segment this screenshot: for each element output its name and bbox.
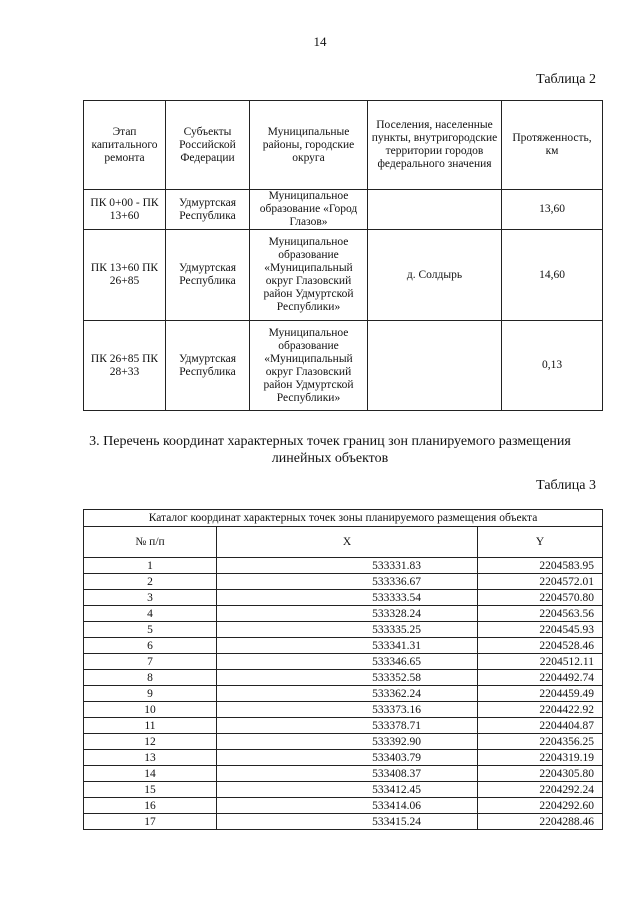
table3-cell-y: 2204583.95 — [478, 558, 603, 574]
table3-row — [84, 734, 603, 750]
table3-row — [84, 654, 603, 670]
table3-row — [84, 622, 603, 638]
table3-cell-y: 2204422.92 — [478, 702, 603, 718]
table3-row — [84, 798, 603, 814]
table2-cell-district: Муниципальное образование «Город Глазов» — [250, 190, 368, 230]
table3-cell-y: 2204305.80 — [478, 766, 603, 782]
table3-cell-x: 533392.90 — [217, 734, 478, 750]
table2-cell-length: 14,60 — [502, 230, 603, 321]
table3-cell-x: 533378.71 — [217, 718, 478, 734]
table3-row — [84, 702, 603, 718]
table2-header-settlements: Поселения, населенные пункты, внутригородские территории городов федерального значения — [368, 101, 502, 190]
table3-cell-number: 8 — [84, 670, 217, 686]
table2-header-stage: Этап капитального ремонта — [84, 101, 166, 190]
table2-cell-settlement — [368, 190, 502, 230]
table3-cell-y: 2204563.56 — [478, 606, 603, 622]
table2-caption: Таблица 2 — [536, 72, 596, 87]
table3-row — [84, 814, 603, 830]
table3-row — [84, 766, 603, 782]
table3-cell-y: 2204404.87 — [478, 718, 603, 734]
table3-cell-x: 533331.83 — [217, 558, 478, 574]
table3-cell-number: 2 — [84, 574, 217, 590]
table3-cell-y: 2204492.74 — [478, 670, 603, 686]
table3-row — [84, 638, 603, 654]
table3-cell-x: 533341.31 — [217, 638, 478, 654]
table3-row — [84, 590, 603, 606]
table3-cell-x: 533336.67 — [217, 574, 478, 590]
table2-cell-district: Муниципальное образование «Муниципальный округ Глазовский район Удмуртской Республики» — [250, 321, 368, 411]
table3-cell-x: 533414.06 — [217, 798, 478, 814]
table3 — [83, 509, 603, 830]
table2-cell-subject: Удмуртская Республика — [166, 230, 250, 321]
table3-cell-y: 2204572.01 — [478, 574, 603, 590]
table2-cell-settlement — [368, 321, 502, 411]
table3-cell-y: 2204319.19 — [478, 750, 603, 766]
table3-cell-y: 2204528.46 — [478, 638, 603, 654]
table2-row — [84, 321, 603, 411]
table3-cell-x: 533352.58 — [217, 670, 478, 686]
table2-row — [84, 190, 603, 230]
table3-row — [84, 670, 603, 686]
table2-cell-length: 13,60 — [502, 190, 603, 230]
table3-row — [84, 782, 603, 798]
table3-cell-number: 11 — [84, 718, 217, 734]
table2-cell-stage: ПК 13+60 ПК 26+85 — [84, 230, 166, 321]
table2-header-districts: Муниципальные районы, городские округа — [250, 101, 368, 190]
table3-cell-y: 2204292.24 — [478, 782, 603, 798]
table3-header-y: Y — [478, 527, 603, 558]
table2-cell-stage: ПК 26+85 ПК 28+33 — [84, 321, 166, 411]
table2-cell-settlement: д. Солдырь — [368, 230, 502, 321]
table3-row — [84, 750, 603, 766]
table3-cell-x: 533328.24 — [217, 606, 478, 622]
section3-heading: 3. Перечень координат характерных точек границ зон планируемого размещения линейных объектов — [89, 434, 571, 466]
table3-cell-number: 14 — [84, 766, 217, 782]
table3-cell-number: 9 — [84, 686, 217, 702]
table3-title: Каталог координат характерных точек зоны планируемого размещения объекта — [84, 510, 603, 527]
table2-cell-subject: Удмуртская Республика — [166, 190, 250, 230]
table3-cell-y: 2204545.93 — [478, 622, 603, 638]
table3-row — [84, 606, 603, 622]
table2-header-length: Протяженность, км — [502, 101, 603, 190]
table2-row — [84, 230, 603, 321]
table3-cell-x: 533362.24 — [217, 686, 478, 702]
table3-cell-number: 13 — [84, 750, 217, 766]
table3-row — [84, 574, 603, 590]
table3-row — [84, 686, 603, 702]
table3-cell-number: 16 — [84, 798, 217, 814]
table2-cell-stage: ПК 0+00 - ПК 13+60 — [84, 190, 166, 230]
table3-cell-number: 6 — [84, 638, 217, 654]
page-number: 14 — [313, 34, 327, 49]
table3-caption: Таблица 3 — [536, 478, 596, 493]
table3-cell-number: 10 — [84, 702, 217, 718]
table3-header-x: X — [217, 527, 478, 558]
table3-cell-y: 2204356.25 — [478, 734, 603, 750]
table2-cell-district: Муниципальное образование «Муниципальный округ Глазовский район Удмуртской Республики» — [250, 230, 368, 321]
table3-header-number: № п/п — [84, 527, 217, 558]
table3-cell-x: 533415.24 — [217, 814, 478, 830]
table3-cell-y: 2204570.80 — [478, 590, 603, 606]
table3-cell-number: 12 — [84, 734, 217, 750]
table2 — [83, 100, 603, 411]
table3-cell-number: 7 — [84, 654, 217, 670]
table3-cell-y: 2204459.49 — [478, 686, 603, 702]
table3-cell-y: 2204288.46 — [478, 814, 603, 830]
table3-cell-x: 533373.16 — [217, 702, 478, 718]
table3-row — [84, 718, 603, 734]
table3-cell-number: 17 — [84, 814, 217, 830]
table3-cell-number: 4 — [84, 606, 217, 622]
table3-cell-number: 1 — [84, 558, 217, 574]
table3-cell-x: 533408.37 — [217, 766, 478, 782]
table2-cell-subject: Удмуртская Республика — [166, 321, 250, 411]
table2-cell-length: 0,13 — [502, 321, 603, 411]
table3-cell-x: 533333.54 — [217, 590, 478, 606]
table3-cell-x: 533403.79 — [217, 750, 478, 766]
table3-row — [84, 558, 603, 574]
table3-cell-x: 533346.65 — [217, 654, 478, 670]
table3-cell-y: 2204292.60 — [478, 798, 603, 814]
table2-header-subjects: Субъекты Российской Федерации — [166, 101, 250, 190]
table3-cell-x: 533412.45 — [217, 782, 478, 798]
table3-cell-number: 5 — [84, 622, 217, 638]
table3-cell-number: 3 — [84, 590, 217, 606]
table3-cell-x: 533335.25 — [217, 622, 478, 638]
table3-cell-number: 15 — [84, 782, 217, 798]
table3-cell-y: 2204512.11 — [478, 654, 603, 670]
